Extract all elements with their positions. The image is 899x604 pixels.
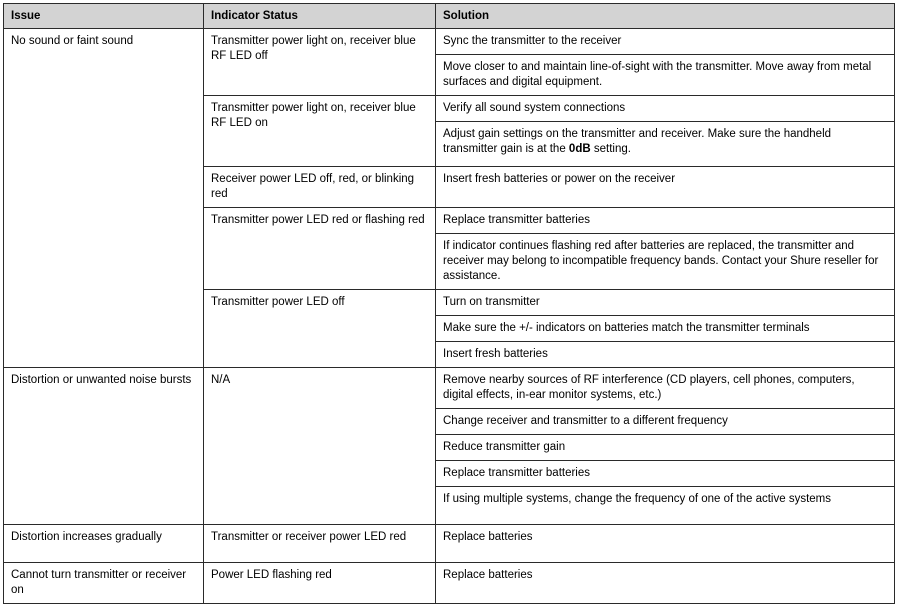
troubleshooting-table-container (3, 3, 894, 604)
issue-cell: Distortion or unwanted noise bursts (4, 368, 204, 525)
solution-cell (436, 122, 895, 167)
table-header (4, 4, 895, 29)
table-body (4, 29, 895, 604)
solution-emphasis: 0dB (568, 143, 591, 155)
solution-cell: Insert fresh batteries (436, 342, 895, 368)
solution-cell: If indicator continues flashing red after batteries are replaced, the transmitter and receiver may belong to incompatible frequency bands. Contact your Shure reseller for assistance. (436, 234, 895, 290)
solution-cell: Move closer to and maintain line-of-sight with the transmitter. Move away from metal surfaces and digital equipment. (436, 55, 895, 96)
solution-cell: Sync the transmitter to the receiver (436, 29, 895, 55)
solution-cell: Change receiver and transmitter to a different frequency (436, 409, 895, 435)
solution-cell: Replace batteries (436, 563, 895, 604)
solution-text-before: Adjust gain settings on the transmitter and receiver. Make sure the handheld transmitter gain is at the (443, 128, 832, 155)
solution-cell: Replace transmitter batteries (436, 208, 895, 234)
table-row (4, 525, 895, 563)
indicator-status-cell: Transmitter power LED red or flashing red (204, 208, 436, 290)
table-header-row (4, 4, 895, 29)
solution-text-after: setting. (590, 143, 631, 155)
solution-cell: Make sure the +/- indicators on batteries match the transmitter terminals (436, 316, 895, 342)
solution-cell: Remove nearby sources of RF interference (CD players, cell phones, computers, digital effects, in-ear monitor systems, etc.) (436, 368, 895, 409)
solution-cell: Turn on transmitter (436, 290, 895, 316)
issue-cell: Cannot turn transmitter or receiver on (4, 563, 204, 604)
issue-cell: Distortion increases gradually (4, 525, 204, 563)
indicator-status-cell: Transmitter power LED off (204, 290, 436, 368)
column-header-issue: Issue (4, 4, 204, 29)
solution-cell: Replace transmitter batteries (436, 461, 895, 487)
indicator-status-cell: Transmitter or receiver power LED red (204, 525, 436, 563)
solution-cell: Replace batteries (436, 525, 895, 563)
column-header-solution: Solution (436, 4, 895, 29)
indicator-status-cell: Transmitter power light on, receiver blue RF LED off (204, 29, 436, 96)
issue-cell: No sound or faint sound (4, 29, 204, 368)
indicator-status-cell: Receiver power LED off, red, or blinking red (204, 167, 436, 208)
table-row (4, 368, 895, 409)
indicator-status-cell: Transmitter power light on, receiver blue RF LED on (204, 96, 436, 167)
solution-cell: Insert fresh batteries or power on the receiver (436, 167, 895, 208)
troubleshooting-table (3, 3, 895, 604)
table-row (4, 563, 895, 604)
solution-cell: Verify all sound system connections (436, 96, 895, 122)
indicator-status-cell: N/A (204, 368, 436, 525)
indicator-status-cell: Power LED flashing red (204, 563, 436, 604)
column-header-indicator-status: Indicator Status (204, 4, 436, 29)
table-row (4, 29, 895, 55)
solution-cell: If using multiple systems, change the frequency of one of the active systems (436, 487, 895, 525)
solution-cell: Reduce transmitter gain (436, 435, 895, 461)
